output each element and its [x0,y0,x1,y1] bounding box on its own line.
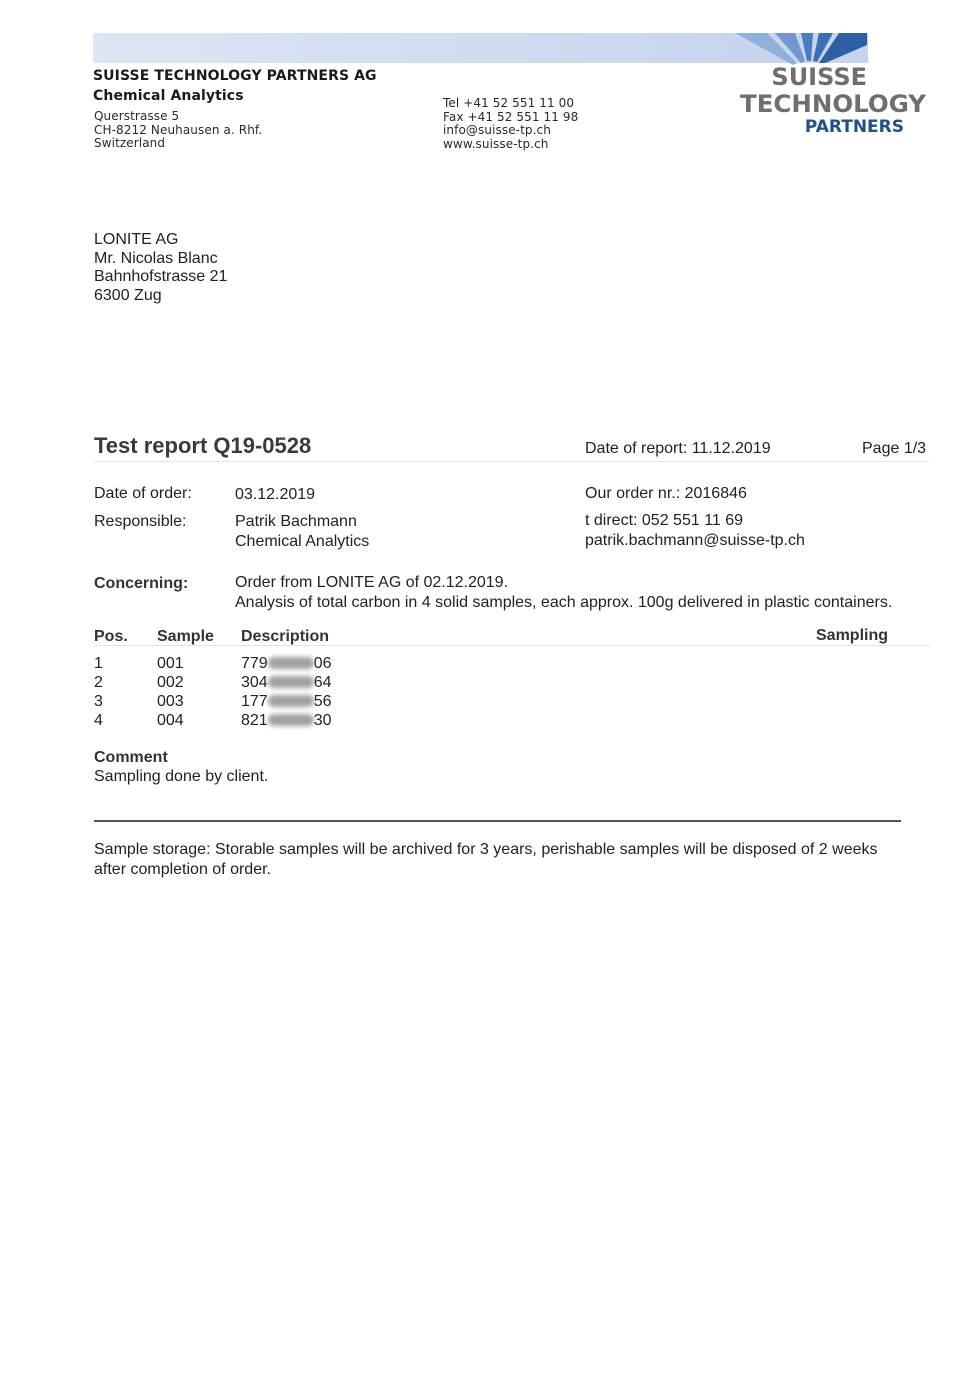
table-cell-pos: 3 [94,693,103,710]
logo-line-technology: TECHNOLOGY [740,90,927,118]
table-column-sample [157,654,184,730]
concerning-label: Concerning: [94,575,189,592]
redaction-blur [268,695,314,707]
page-number: Page 1/3 [862,440,927,457]
comment-heading: Comment [94,749,168,766]
redaction-blur [268,676,314,688]
table-cell-sample: 002 [157,674,184,691]
table-cell-pos: 1 [94,655,103,672]
recipient-person: Mr. Nicolas Blanc [94,249,218,267]
phone-line: Tel +41 52 551 11 00 [443,96,575,110]
date-of-order-label: Date of order: [94,485,192,502]
col-header-sampling: Sampling [816,627,889,644]
email-line: info@suisse-tp.ch [443,123,551,137]
address-line: Querstrasse 5 [94,109,180,123]
report-date: Date of report: 11.12.2019 [585,440,771,457]
table-cell-pos: 4 [94,712,103,729]
responsible-contact [585,511,805,550]
table-cell-description [241,654,332,673]
table-column-pos [94,654,103,730]
responsible-email: patrik.bachmann@suisse-tp.ch [585,531,805,549]
table-cell-sample: 003 [157,693,184,710]
order-number: Our order nr.: 2016846 [585,485,747,502]
table-cell-description [241,711,332,730]
col-header-description: Description [241,628,330,645]
description-end: 56 [313,693,332,710]
recipient-address [94,231,227,305]
table-cell-description [241,692,332,711]
responsible-label: Responsible: [94,513,187,530]
company-name: SUISSE TECHNOLOGY PARTNERS AG [93,68,377,84]
fax-line: Fax +41 52 551 11 98 [443,109,579,124]
date-of-order-value: 03.12.2019 [235,486,316,503]
table-cell-sample: 001 [157,655,184,672]
description-end: 30 [313,712,332,729]
website-line: www.suisse-tp.ch [443,136,549,151]
recipient-company: LONITE AG [94,231,179,248]
table-cell-sample: 004 [157,712,184,729]
recipient-city: 6300 Zug [94,286,162,304]
redaction-blur [268,657,314,669]
storage-note-line: Sample storage: Storable samples will be archived for 3 years, perishable samples will be disposed of 2 weeks [94,841,878,858]
description-end: 64 [313,674,332,691]
col-header-sample: Sample [157,628,214,645]
division-name: Chemical Analytics [93,88,244,104]
description-start: 177 [241,693,268,710]
table-header-divider [94,645,930,646]
report-title: Test report Q19-0528 [94,433,312,458]
company-address [94,110,262,151]
company-logo [735,33,935,143]
description-end: 06 [313,655,332,672]
direct-phone: t direct: 052 551 11 69 [585,512,744,529]
description-start: 304 [241,674,268,691]
concerning-text [235,573,935,612]
logo-line-suisse: SUISSE [771,63,867,91]
address-line: Switzerland [94,136,166,150]
logo-line-partners: PARTNERS [804,117,904,137]
redaction-blur [268,714,314,726]
comment-text: Sampling done by client. [94,768,269,785]
table-column-description [241,654,332,730]
logo-rays-icon [735,33,935,143]
responsible-name: Patrik Bachmann [235,513,357,530]
recipient-street: Bahnhofstrasse 21 [94,268,228,285]
address-line: CH-8212 Neuhausen a. Rhf. [94,122,263,137]
title-divider [94,461,929,462]
col-header-pos: Pos. [94,628,128,645]
concerning-line: Order from LONITE AG of 02.12.2019. [235,574,509,591]
description-start: 821 [241,712,268,729]
section-divider [94,820,901,822]
description-start: 779 [241,655,268,672]
storage-note [94,840,924,879]
company-contact [443,97,578,151]
responsible-dept: Chemical Analytics [235,532,370,550]
storage-note-line: after completion of order. [94,860,271,878]
table-cell-description [241,673,332,692]
table-cell-pos: 2 [94,674,103,691]
responsible-person [235,512,369,551]
concerning-line: Analysis of total carbon in 4 solid samples, each approx. 100g delivered in plastic containers. [235,593,893,611]
